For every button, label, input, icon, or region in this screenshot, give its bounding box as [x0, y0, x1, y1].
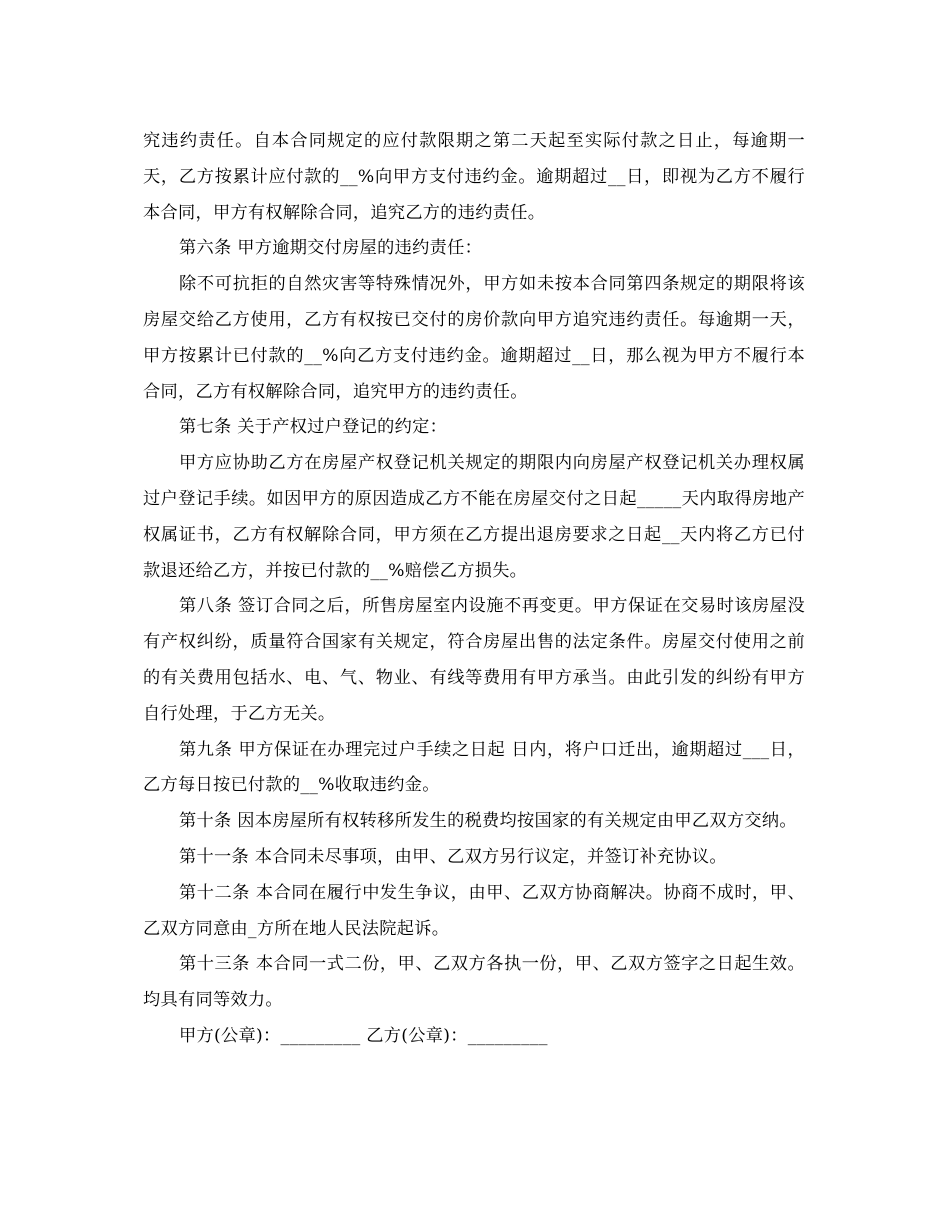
- article-9: 第九条 甲方保证在办理完过户手续之日起 日内，将户口迁出，逾期超过___日，乙方每日按已付款的__%收取违约金。: [143, 739, 805, 796]
- signature-row: [143, 1019, 805, 1055]
- article-11: 第十一条 本合同未尽事项，由甲、乙双方另行议定，并签订补充协议。: [179, 846, 727, 867]
- party-b-signature: 乙方(公章)：_________: [366, 1025, 548, 1046]
- article-6-heading: 第六条 甲方逾期交付房屋的违约责任：: [179, 238, 483, 259]
- article-10: 第十条 因本房屋所有权转移所发生的税费均按国家的有关规定由甲乙双方交纳。: [179, 811, 797, 832]
- article-7-heading: 第七条 关于产权过户登记的约定：: [179, 417, 448, 438]
- article-12: 第十二条 本合同在履行中发生争议，由甲、乙双方协商解决。协商不成时，甲、乙双方同意由_方所在地人民法院起诉。: [143, 882, 805, 939]
- party-a-signature: 甲方(公章)：_________: [179, 1025, 361, 1046]
- article-13: 第十三条 本合同一式二份，甲、乙双方各执一份，甲、乙双方签字之日起生效。均具有同等效力。: [143, 954, 805, 1011]
- document-page: [143, 124, 805, 1055]
- article-8: 第八条 签订合同之后，所售房屋室内设施不再变更。甲方保证在交易时该房屋没有产权纠纷，质量符合国家有关规定，符合房屋出售的法定条件。房屋交付使用之前的有关费用包括水、电、气、物业、有线等费用有甲方承当。由此引发的纠纷有甲方自行处理，于乙方无关。: [143, 596, 805, 724]
- paragraph-continuation: 究违约责任。自本合同规定的应付款限期之第二天起至实际付款之日止，每逾期一天，乙方按累计应付款的__%向甲方支付违约金。逾期超过__日，即视为乙方不履行本合同，甲方有权解除合同，追究乙方的违约责任。: [143, 131, 805, 223]
- article-7-body: 甲方应协助乙方在房屋产权登记机关规定的期限内向房屋产权登记机关办理权属过户登记手续。如因甲方的原因造成乙方不能在房屋交付之日起_____天内取得房地产权属证书，乙方有权解除合同，甲方须在乙方提出退房要求之日起__天内将乙方已付款退还给乙方，并按已付款的__%赔偿乙方损失。: [143, 453, 805, 581]
- article-6-body: 除不可抗拒的自然灾害等特殊情况外，甲方如未按本合同第四条规定的期限将该房屋交给乙方使用，乙方有权按已交付的房价款向甲方追究违约责任。每逾期一天，甲方按累计已付款的__%向乙方支付违约金。逾期超过__日，那么视为甲方不履行本合同，乙方有权解除合同，追究甲方的违约责任。: [143, 274, 805, 402]
